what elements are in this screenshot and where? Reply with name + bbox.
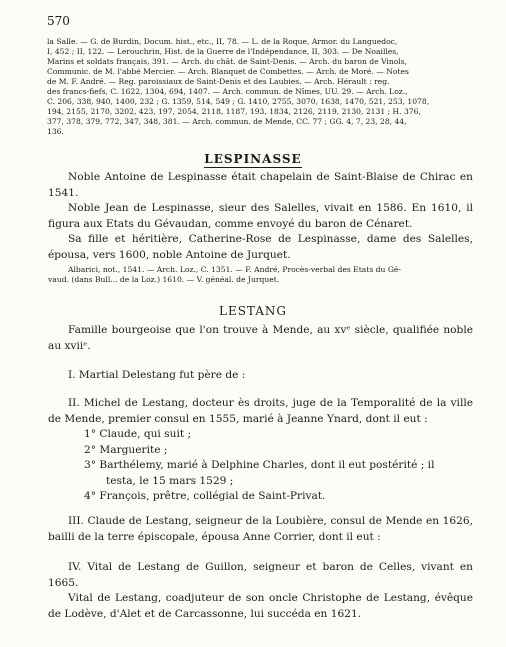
note-line: la Salle. — G. de Burdin, Docum. hist., etc., II, 78. — L. de la Roque, Armor. du Languedoc,: [47, 37, 398, 46]
note-line: 136.: [47, 127, 64, 137]
list-item: 4° François, prêtre, collégial de Saint-Privat.: [84, 490, 326, 503]
list-item: 1° Claude, qui suit ;: [84, 428, 192, 440]
paragraph: I. Martial Delestang fut père de :: [68, 369, 246, 381]
paragraph: II. Michel de Lestang, docteur ès droits, juge de la Temporalité de la ville de Mende, premier consul en 1555, marié à Jeanne Ynard, dont il eut :: [48, 397, 473, 425]
paragraph: Noble Jean de Lespinasse, sieur des Salelles, vivait en 1586. En 1610, il figura aux Etats du Gévaudan, comme envoyé du baron de Cénaret.: [48, 202, 473, 230]
generation-3: [48, 514, 473, 545]
paragraph: Sa fille et héritière, Catherine-Rose de Lespinasse, dame des Salelles, épousa, vers 1600, noble Antoine de Jurquet.: [48, 233, 473, 261]
footnote-references: [47, 37, 472, 137]
paragraph: III. Claude de Lestang, seigneur de la Loubière, consul de Mende en 1626, bailli de la terre épiscopale, épousa Anne Corrier, dont il eut :: [48, 515, 473, 543]
lespinasse-entry: [48, 170, 473, 264]
section-heading-lestang: LESTANG: [218, 304, 288, 318]
note-line: Communic. de M. l'abbé Mercier. — Arch. Blanquet de Combettes. — Arch. de Moré. — Notes: [47, 67, 409, 77]
page-number: 570: [47, 14, 70, 28]
note-line: de M. F. André. — Reg. paroissiaux de Saint-Denis et des Laubies. — Arch. Hérault : reg.: [47, 77, 390, 87]
generation-1: [48, 368, 473, 384]
list-item: 3° Barthélemy, marié à Delphine Charles, dont il eut postérité ; il: [84, 459, 435, 472]
note-line: C. 206, 338, 940, 1400, 232 ; G. 1359, 514, 549 ; G. 1410, 2755, 3070, 1638, 1470, 521, 253, 1078,: [47, 97, 430, 107]
lespinasse-sources: [48, 265, 473, 285]
note-line: 377, 378, 379, 772, 347, 348, 381. — Arch. commun. de Mende, CC. 77 ; GG. 4, 7, 23, 28, 44,: [47, 117, 407, 127]
lestang-intro: [48, 323, 473, 354]
generation-2: [48, 396, 473, 427]
note-line: 194, 2155, 2170, 3202, 423, 197, 2054, 2118, 1187, 193, 1834, 2126, 2119, 2130, 2131 ; H. 376,: [47, 107, 421, 117]
list-item: 2° Marguerite ;: [84, 443, 168, 456]
paragraph: Famille bourgeoise que l'on trouve à Mende, au xvᵉ siècle, qualifiée noble au xviiᵉ.: [48, 324, 473, 352]
paragraph: Vital de Lestang, coadjuteur de son oncle Christophe de Lestang, évêque de Lodève, d'Alet et de Carcassonne, lui succéda en 1621.: [48, 592, 473, 620]
note-line: Marins et soldats français, 391. — Arch. du chât. de Saint-Denis. — Arch. du baron de Vinols,: [47, 57, 408, 67]
note-line: I, 452 ; II, 122. — Lerouchrin, Hist. de la Guerre de l'Indépendance, II, 303. — De Noailles,: [47, 47, 399, 57]
list-item-continuation: testa, le 15 mars 1529 ;: [106, 474, 234, 487]
note-line: des francs-fiefs, C. 1622, 1304, 694, 1407. — Arch. commun. de Nîmes, UU. 29. — Arch. Loz.,: [47, 87, 408, 97]
paragraph: Noble Antoine de Lespinasse était chapelain de Saint-Blaise de Chirac en 1541.: [48, 171, 473, 199]
generation-4: [48, 560, 473, 622]
paragraph: IV. Vital de Lestang de Guillon, seigneur et baron de Celles, vivant en 1665.: [48, 561, 473, 589]
source-line: vaud. (dans Bull... de la Loz.) 1610. — V. généal. de Jurquet.: [48, 275, 280, 284]
section-heading-lespinasse: LESPINASSE: [204, 152, 302, 166]
children-list: [84, 427, 473, 505]
source-line: Albarici, not., 1541. — Arch. Loz., C. 1351. — F. André, Procès-verbal des Etats du Gé-: [68, 265, 401, 274]
